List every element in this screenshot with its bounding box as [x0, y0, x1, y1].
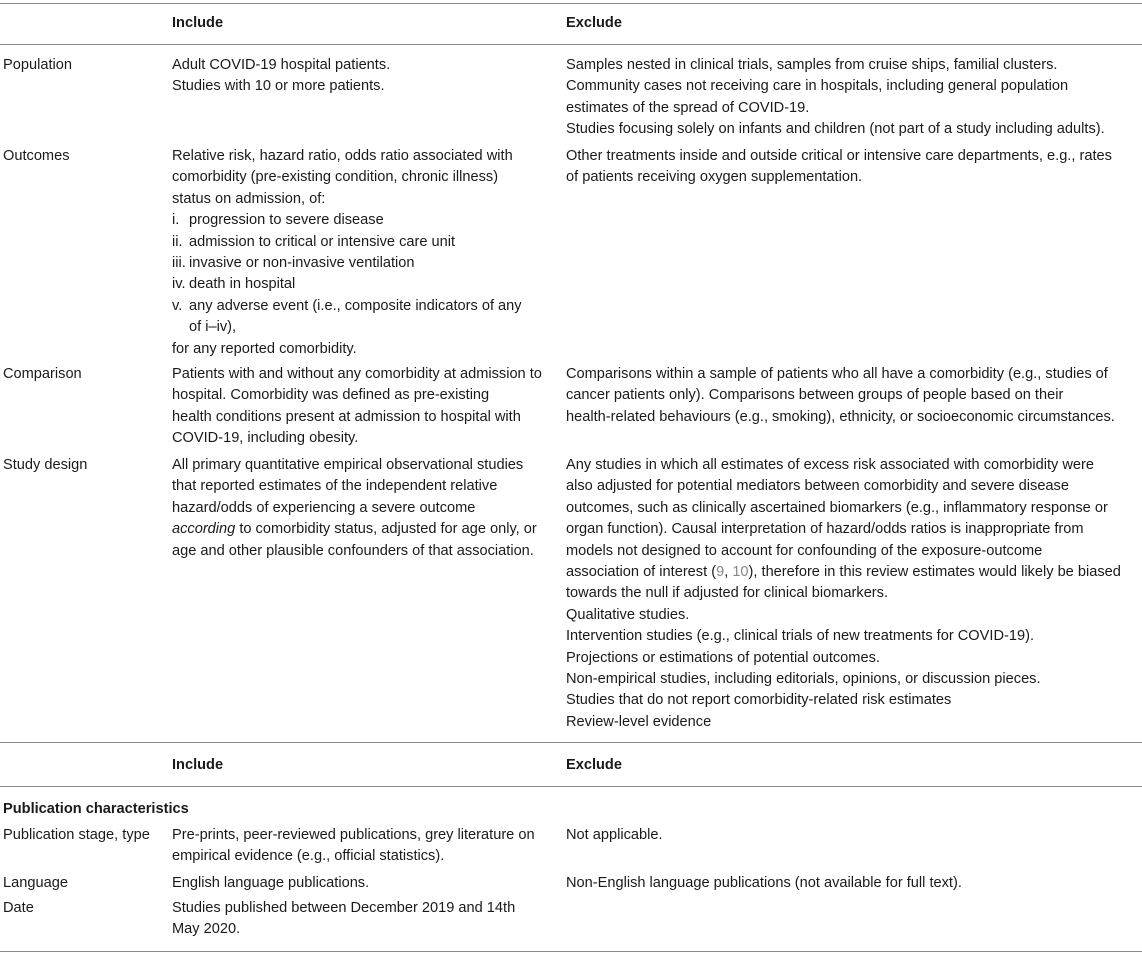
- publication-stage-exclude: Not applicable.: [566, 827, 663, 843]
- row-label-study-design: Study design: [3, 457, 88, 473]
- mid-rule: [0, 742, 1142, 743]
- row-label-language: Language: [3, 875, 68, 891]
- language-exclude: Non-English language publications (not available for full text).: [566, 875, 962, 891]
- row-label-outcomes: Outcomes: [3, 148, 70, 164]
- reference-link-9[interactable]: 9: [716, 564, 725, 581]
- list-item-continuation: of i–iv),: [189, 319, 237, 336]
- date-include: Studies published between December 2019 and 14th May 2020.: [172, 900, 516, 938]
- language-include: English language publications.: [172, 875, 370, 891]
- header-exclude: Exclude: [566, 15, 622, 31]
- population-exclude: Samples nested in clinical trials, samples from cruise ships, familial clusters. Community cases not receiving care in hospitals, including general population estimates of the spread of COVID-19. Studies focusing solely on infants and children (not part of a study including adults).: [566, 57, 1105, 138]
- list-item: v. any adverse event (i.e., composite indicators of any: [172, 297, 522, 314]
- row-label-date: Date: [3, 900, 34, 916]
- study-design-exclude: Any studies in which all estimates of excess risk associated with comorbidity were also adjusted for potential mediators between comorbidity and severe disease outcomes, such as clinically ascertained biomarkers (e.g., inflammatory response or organ function). Causal interpretation of hazard/odds ratios is inappropriate from models not designed to account for confounding of the exposure-outcome association of interest (9, 10), therefore in this review estimates would likely be biased towards the null if adjusted for clinical biomarkers. Qualitative studies. Intervention studies (e.g., clinical trials of new treatments for COVID-19). Projections or estimations of potential outcomes. Non-empirical studies, including editorials, opinions, or discussion pieces. Studies that do not report comorbidity-related risk estimates Review-level evidence: [566, 457, 1121, 730]
- population-include: Adult COVID-19 hospital patients. Studies with 10 or more patients.: [172, 57, 391, 95]
- reference-link-10[interactable]: 10: [732, 564, 749, 581]
- publication-stage-include: Pre-prints, peer-reviewed publications, grey literature on empirical evidence (e.g., official statistics).: [172, 827, 535, 865]
- list-item: ii. admission to critical or intensive care unit: [172, 233, 456, 250]
- comparison-include: Patients with and without any comorbidity at admission to hospital. Comorbidity was defined as pre-existing health conditions present at admission to hospital with COVID-19, including obesity.: [172, 366, 542, 447]
- list-item: i. progression to severe disease: [172, 212, 384, 229]
- outcomes-include: Relative risk, hazard ratio, odds ratio associated with comorbidity (pre-existing condition, chronic illness) status on admission, of: i. progression to severe disease ii. admission to critical or intensive care unit iii. invasive or non-invasive ventilation iv. death in hospital v. any adverse event (i.e., composite indicators of any of i–iv), for any reported comorbidity.: [172, 146, 557, 360]
- table-top-rule: [0, 3, 1142, 4]
- row-label-comparison: Comparison: [3, 366, 82, 382]
- section-title: Publication characteristics: [3, 801, 189, 817]
- header-rule: [0, 44, 1142, 45]
- row-label-publication-stage: Publication stage, type: [3, 827, 150, 843]
- header-include: Include: [172, 15, 224, 31]
- table-bottom-rule: [0, 951, 1142, 952]
- outcomes-exclude: Other treatments inside and outside critical or intensive care departments, e.g., rates of patients receiving oxygen supplementation.: [566, 148, 1112, 186]
- row-label-population: Population: [3, 57, 72, 73]
- list-item: iii. invasive or non-invasive ventilation: [172, 255, 415, 272]
- study-design-include: All primary quantitative empirical observational studies that reported estimates of the independent relative hazard/odds of experiencing a severe outcome according to comorbidity status, adjusted for age only, or age and other plausible confounders of that association.: [172, 457, 537, 559]
- header2-include: Include: [172, 757, 224, 773]
- comparison-exclude: Comparisons within a sample of patients who all have a comorbidity (e.g., studies of cancer patients only). Comparisons between groups of people based on their health-related behaviours (e.g., smoking), ethnicity, or socioeconomic circumstances.: [566, 366, 1115, 425]
- header2-rule: [0, 786, 1142, 787]
- header2-exclude: Exclude: [566, 757, 622, 773]
- list-item: iv. death in hospital: [172, 276, 296, 293]
